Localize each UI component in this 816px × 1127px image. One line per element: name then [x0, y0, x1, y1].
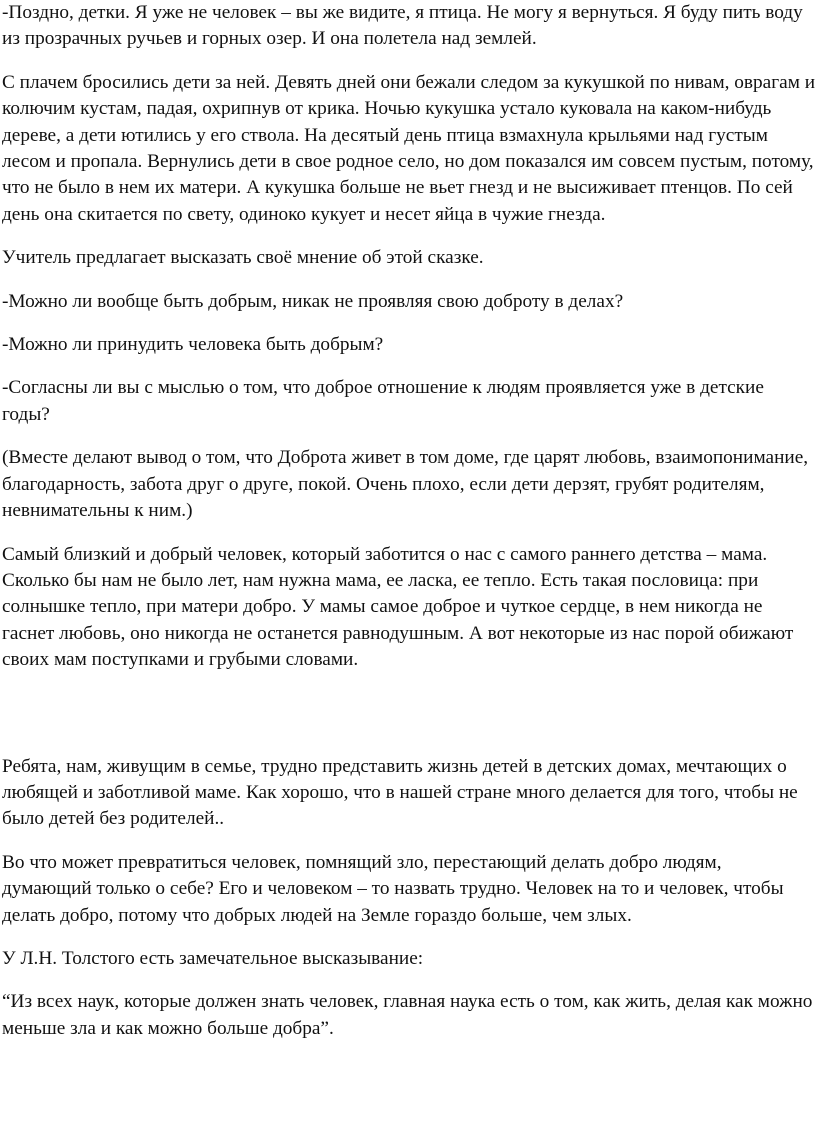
- paragraph-tolstoy-intro: У Л.Н. Толстого есть замечательное высказывание:: [2, 947, 424, 969]
- paragraph-conclusion: (Вместе делают вывод о том, что Доброта живет в том доме, где царят любовь, взаимопонимание, благодарность, забота друг о друге, покой. Очень плохо, если дети дерзят, грубят родителям, невнимательны к ним.): [2, 447, 809, 522]
- document-page: [2, 0, 816, 1059]
- paragraph-question-3: -Согласны ли вы с мыслью о том, что доброе отношение к людям проявляется уже в детские годы?: [2, 377, 764, 425]
- blank-spacer: [2, 691, 816, 754]
- paragraph-cuckoo-reply: -Поздно, детки. Я уже не человек – вы же видите, я птица. Не могу я вернуться. Я буду пить воду из прозрачных ручьев и горных озер. И она полетела над землей.: [2, 2, 803, 50]
- paragraph-evil-memory: Во что может превратиться человек, помнящий зло, перестающий делать добро людям, думающий только о себе? Его и человеком – то назвать трудно. Человек на то и человек, чтобы делать добро, потому что добрых людей на Земле гораздо больше, чем злых.: [2, 851, 784, 926]
- paragraph-tolstoy-quote: “Из всех наук, которые должен знать человек, главная наука есть о том, как жить, делая как можно меньше зла и как можно больше добра”.: [2, 991, 813, 1039]
- paragraph-teacher-prompt: Учитель предлагает высказать своё мнение об этой сказке.: [2, 247, 484, 269]
- paragraph-question-2: -Можно ли принудить человека быть добрым?: [2, 334, 384, 356]
- paragraph-question-1: -Можно ли вообще быть добрым, никак не проявляя свою доброту в делах?: [2, 290, 624, 312]
- paragraph-children-chase: С плачем бросились дети за ней. Девять дней они бежали следом за кукушкой по нивам, оврагам и колючим кустам, падая, охрипнув от крика. Ночью кукушка устало куковала на каком-нибудь дереве, а дети ютились у его ствола. На десятый день птица взмахнула крыльями над густым лесом и пропала. Вернулись дети в свое родное село, но дом показался им совсем пустым, потому, что не было в нем их матери. А кукушка больше не вьет гнезд и не высиживает птенцов. По сей день она скитается по свету, одиноко кукует и несет яйца в чужие гнезда.: [2, 71, 816, 225]
- paragraph-mother: Самый близкий и добрый человек, который заботится о нас с самого раннего детства – мама. Сколько бы нам не было лет, нам нужна мама, ее ласка, ее тепло. Есть такая пословица: при солнышке тепло, при матери добро. У мамы самое доброе и чуткое сердце, в нем никогда не гаснет любовь, оно никогда не останется равнодушным. А вот некоторые из нас порой обижают своих мам поступками и грубыми словами.: [2, 543, 794, 671]
- paragraph-orphanages: Ребята, нам, живущим в семье, трудно представить жизнь детей в детских домах, мечтающих о любящей и заботливой маме. Как хорошо, что в нашей стране много делается для того, чтобы не было детей без родителей..: [2, 755, 798, 830]
